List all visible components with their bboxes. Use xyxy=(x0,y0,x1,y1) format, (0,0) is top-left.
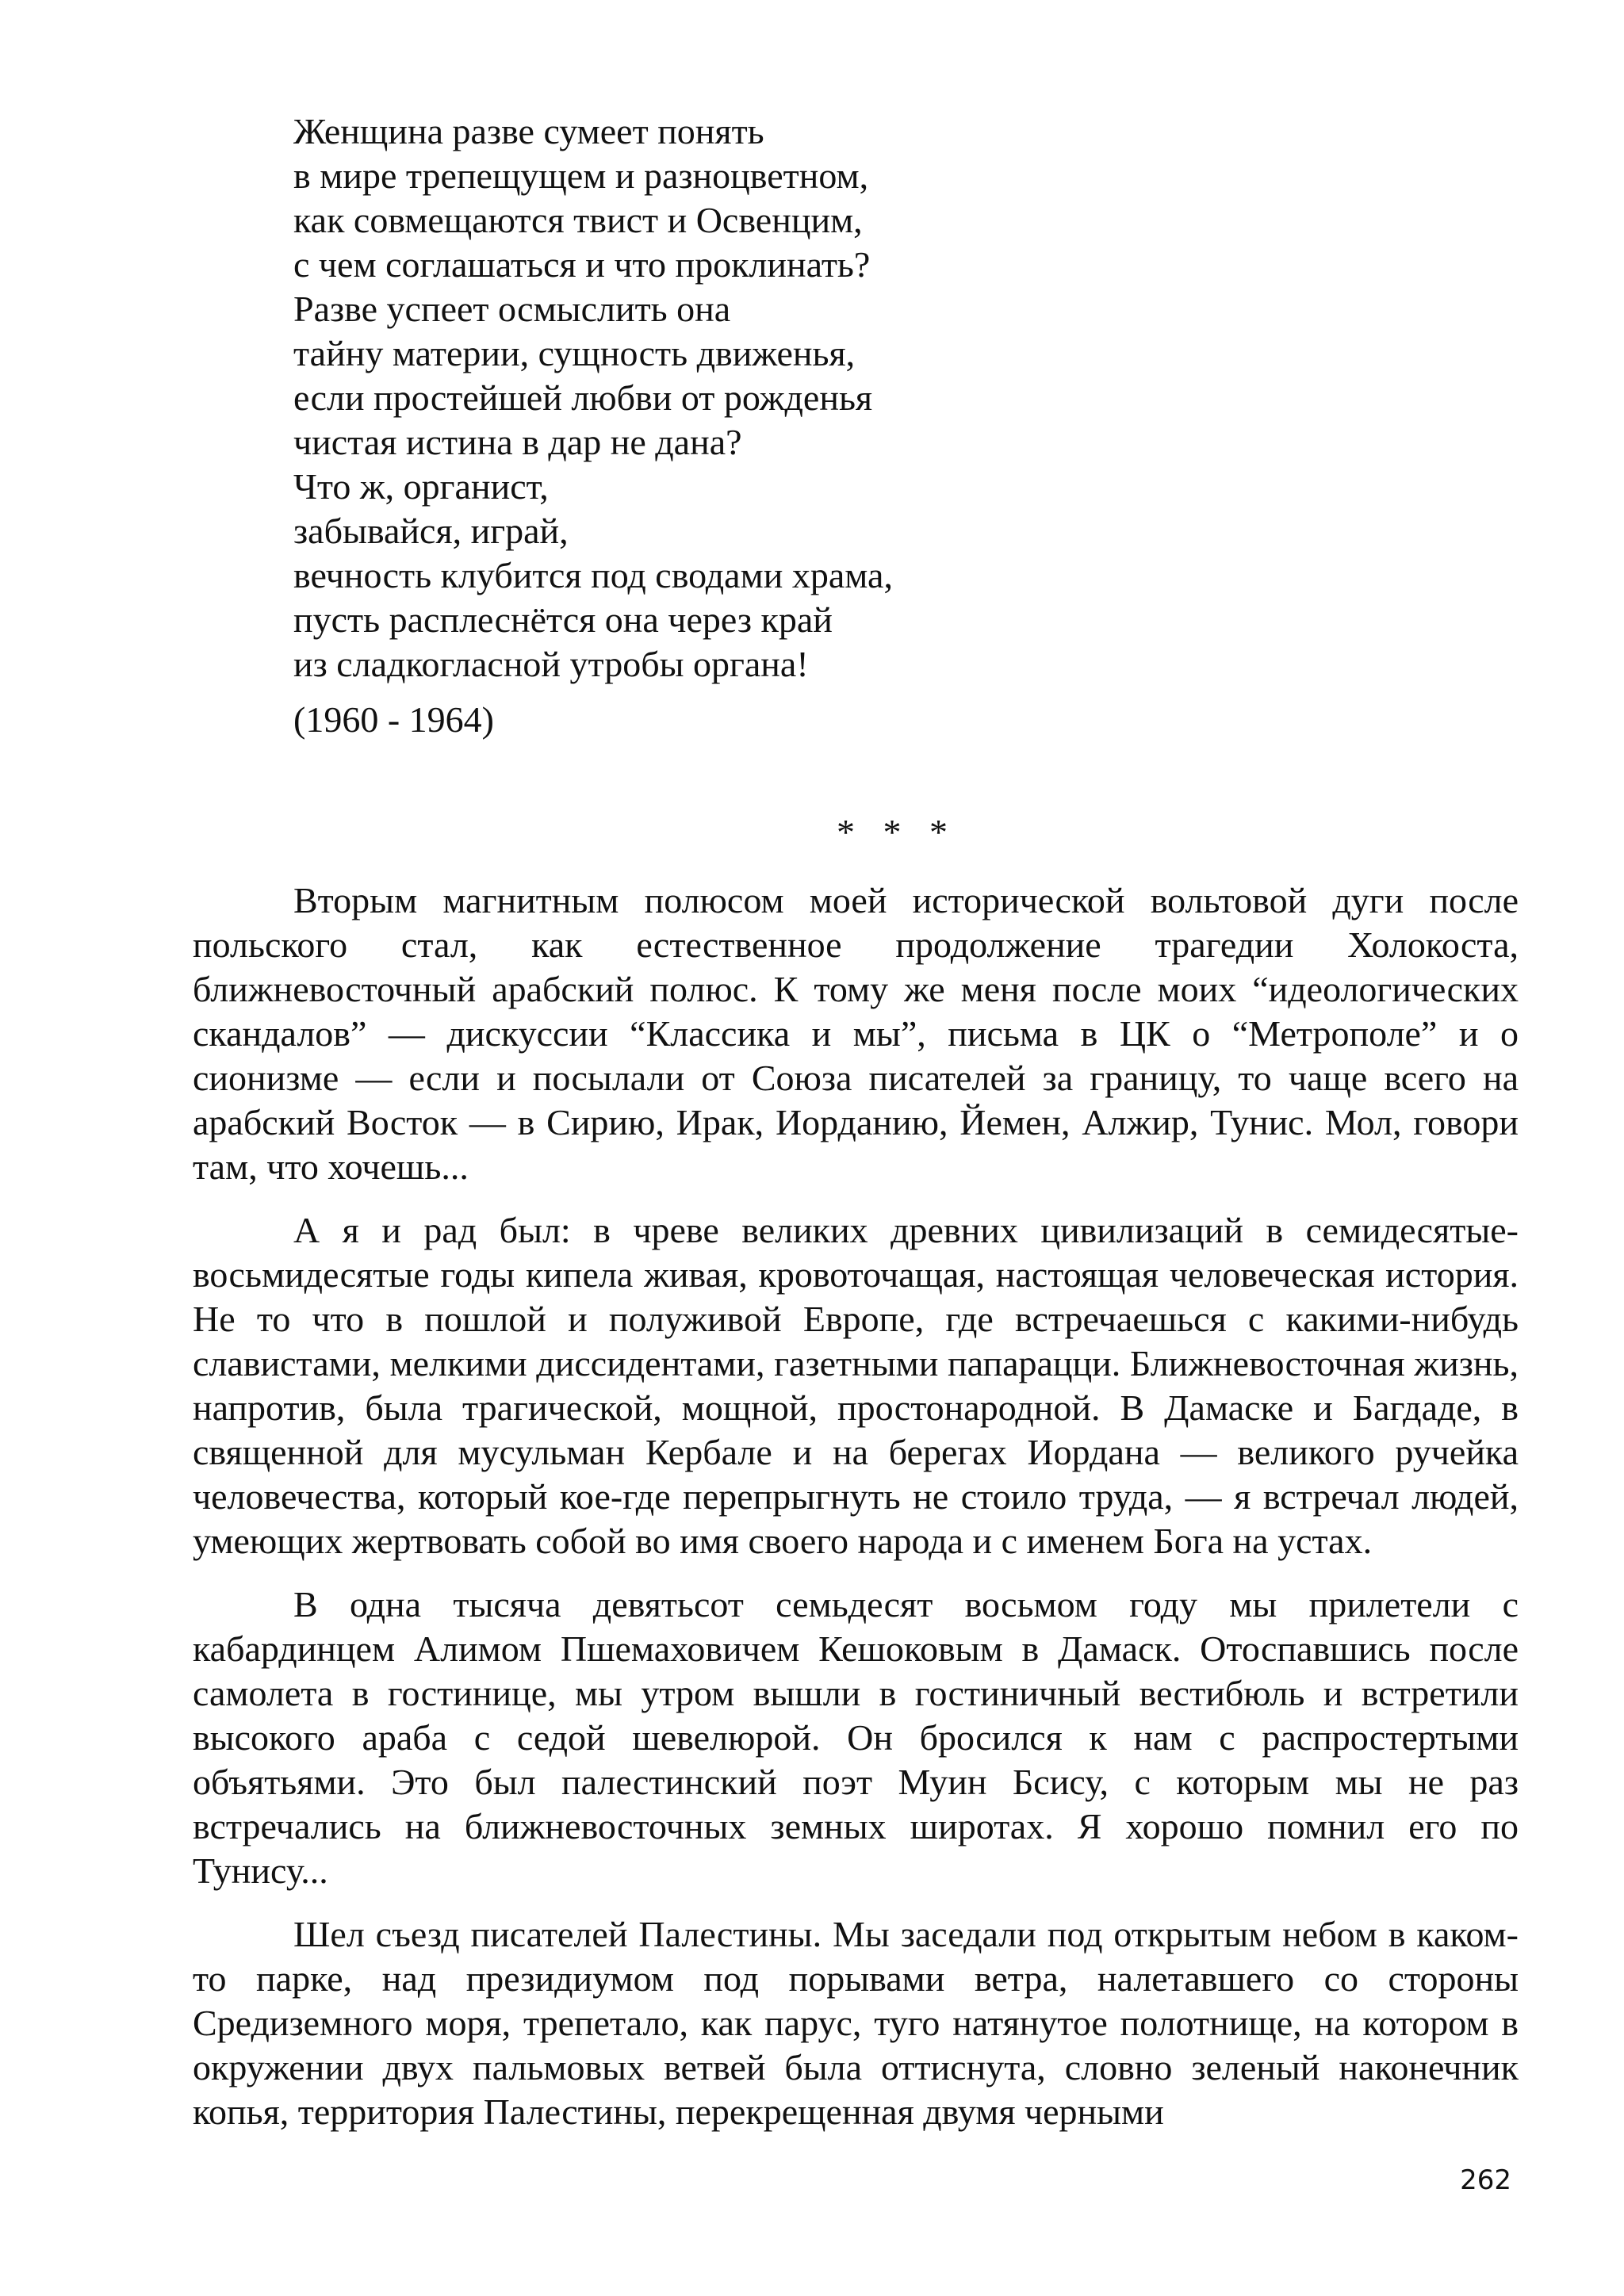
prose-body xyxy=(193,878,1519,2153)
page-number: 262 xyxy=(1460,2164,1511,2196)
paragraph: Шел съезд писателей Палестины. Мы заседали под открытым небом в каком-то парке, над президиумом под порывами ветра, налетавшего со стороны Средиземного моря, трепетало, как парус, туго натянутое полотнище, на котором в окружении двух пальмовых ветвей была оттиснута, словно зеленый наконечник копья, территория Палестины, перекрещенная двумя черными xyxy=(193,1914,1519,2132)
poem-line: как совмещаются твист и Освенцим, xyxy=(293,200,863,240)
paragraph: В одна тысяча девятьсот семьдесят восьмом году мы прилетели с кабардинцем Алимом Пшемаховичем Кешоковым в Дамаск. Отоспавшись после самолета в гостинице, мы утром вышли в гостиничный вестибюль и встретили высокого араба с седой шевелюрой. Он бросился к нам с распростертыми объятьями. Это был палестинский поэт Муин Бсису, с которым мы не раз встречались на ближневосточных земных широтах. Я хорошо помнил его по Тунису... xyxy=(193,1584,1519,1891)
poem-line: если простейшей любви от рожденья xyxy=(293,377,873,418)
poem-line: вечность клубится под сводами храма, xyxy=(293,555,893,595)
section-separator: * * * xyxy=(837,812,957,852)
poem-line: в мире трепещущем и разноцветном, xyxy=(293,155,869,196)
poem-line: с чем соглашаться и что проклинать? xyxy=(293,244,871,285)
paragraph: Вторым магнитным полюсом моей исторической вольтовой дуги после польского стал, как естественное продолжение трагедии Холокоста, ближневосточный арабский полюс. К тому же меня после моих “идеологических скандалов” — дискуссии “Классика и мы”, письма в ЦК о “Метрополе” и о сионизме — если и посылали от Союза писателей за границу, то чаще всего на арабский Восток — в Сирию, Ирак, Иорданию, Йемен, Алжир, Тунис. Мол, говори там, что хочешь... xyxy=(193,880,1519,1187)
poem-line: забывайся, играй, xyxy=(293,511,569,551)
poem-date: (1960 - 1964) xyxy=(293,699,494,740)
poem-block xyxy=(293,109,1404,742)
poem-line: чистая истина в дар не дана? xyxy=(293,422,742,462)
poem-line: Что ж, органист, xyxy=(293,466,549,507)
poem-line: Разве успеет осмыслить она xyxy=(293,289,731,329)
poem-line: Женщина разве сумеет понять xyxy=(293,111,764,151)
poem-line: тайну материи, сущность движенья, xyxy=(293,333,856,373)
paragraph: А я и рад был: в чреве великих древних цивилизаций в семидесятые-восьмидесятые годы кипела живая, кровоточащая, настоящая человеческая история. Не то что в пошлой и полуживой Европе, где встречаешься с какими-нибудь славистами, мелкими диссидентами, газетными папарацци. Ближневосточная жизнь, напротив, была трагической, мощной, простонародной. В Дамаске и Багдаде, в священной для мусульман Кербале и на берегах Иордана — великого ручейка человечества, который кое-где перепрыгнуть не стоило труда, — я встречал людей, умеющих жертвовать собой во имя своего народа и с именем Бога на устах. xyxy=(193,1210,1519,1561)
poem-line: пусть расплеснётся она через край xyxy=(293,599,833,640)
poem-line: из сладкогласной утробы органа! xyxy=(293,644,809,684)
